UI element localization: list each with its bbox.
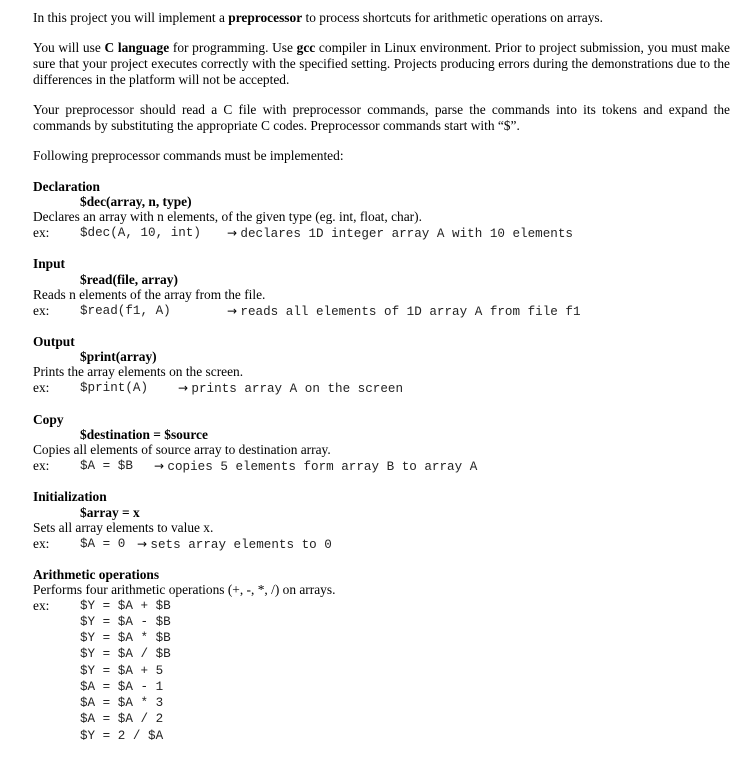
init-example: $A = 0 bbox=[80, 537, 126, 551]
output-result: prints array A on the screen bbox=[191, 382, 404, 396]
input-description: Reads n elements of the array from the file. bbox=[33, 287, 266, 302]
input-heading: Input bbox=[33, 256, 66, 271]
declaration-example: $dec(A, 10, int) bbox=[80, 226, 201, 240]
arith-example: $Y = $A * $B bbox=[80, 631, 171, 645]
copy-heading: Copy bbox=[33, 412, 64, 427]
arith-example: $A = $A / 2 bbox=[80, 712, 164, 726]
intro-paragraph-2: You will use C language for programming. Use gcc compiler in Linux environment. Prior to project submission, you must make sure that your project executes correctly with the specified setting. Projects producing errors during the demonstrations due to the differences in the platform will not be accepted. bbox=[33, 40, 730, 87]
intro-paragraph-1: In this project you will implement a preprocessor to process shortcuts for arithmetic operations on arrays. bbox=[33, 10, 603, 25]
arith-heading: Arithmetic operations bbox=[33, 567, 160, 582]
output-example: $print(A) bbox=[80, 381, 149, 395]
declaration-syntax: $dec(array, n, type) bbox=[80, 194, 192, 209]
intro-paragraph-4: Following preprocessor commands must be implemented: bbox=[33, 148, 344, 163]
arith-example: $Y = 2 / $A bbox=[80, 729, 164, 743]
right-arrow-icon: → bbox=[137, 537, 148, 551]
init-description: Sets all array elements to value x. bbox=[33, 520, 214, 535]
output-syntax: $print(array) bbox=[80, 349, 157, 364]
output-description: Prints the array elements on the screen. bbox=[33, 364, 244, 379]
copy-ex-label: ex: bbox=[33, 458, 50, 473]
arith-description: Performs four arithmetic operations (+, -, *, /) on arrays. bbox=[33, 582, 336, 597]
declaration-heading: Declaration bbox=[33, 179, 100, 194]
output-heading: Output bbox=[33, 334, 75, 349]
declaration-ex-label: ex: bbox=[33, 225, 50, 240]
init-ex-label: ex: bbox=[33, 536, 50, 551]
right-arrow-icon: → bbox=[227, 304, 238, 318]
arith-example: $A = $A * 3 bbox=[80, 696, 164, 710]
copy-result: copies 5 elements form array B to array A bbox=[167, 460, 478, 474]
right-arrow-icon: → bbox=[227, 226, 238, 240]
arith-example: $Y = $A + $B bbox=[80, 599, 171, 613]
copy-example: $A = $B bbox=[80, 459, 133, 473]
copy-syntax: $destination = $source bbox=[80, 427, 208, 442]
input-syntax: $read(file, array) bbox=[80, 272, 178, 287]
init-syntax: $array = x bbox=[80, 505, 140, 520]
copy-description: Copies all elements of source array to destination array. bbox=[33, 442, 331, 457]
arith-example: $Y = $A + 5 bbox=[80, 664, 164, 678]
declaration-description: Declares an array with n elements, of the given type (eg. int, float, char). bbox=[33, 209, 422, 224]
input-result: reads all elements of 1D array A from file f1 bbox=[240, 305, 581, 319]
arith-example: $Y = $A - $B bbox=[80, 615, 171, 629]
output-ex-label: ex: bbox=[33, 380, 50, 395]
arith-example: $Y = $A / $B bbox=[80, 647, 171, 661]
input-ex-label: ex: bbox=[33, 303, 50, 318]
init-result: sets array elements to 0 bbox=[150, 538, 332, 552]
intro-paragraph-3: Your preprocessor should read a C file with preprocessor commands, parse the commands into its tokens and expand the commands by substituting the appropriate C codes. Preprocessor commands start with “$”. bbox=[33, 102, 730, 133]
right-arrow-icon: → bbox=[154, 459, 165, 473]
input-example: $read(f1, A) bbox=[80, 304, 171, 318]
init-heading: Initialization bbox=[33, 489, 107, 504]
declaration-result: declares 1D integer array A with 10 elements bbox=[240, 227, 573, 241]
arith-ex-label: ex: bbox=[33, 598, 50, 613]
right-arrow-icon: → bbox=[178, 381, 189, 395]
arith-example: $A = $A - 1 bbox=[80, 680, 164, 694]
